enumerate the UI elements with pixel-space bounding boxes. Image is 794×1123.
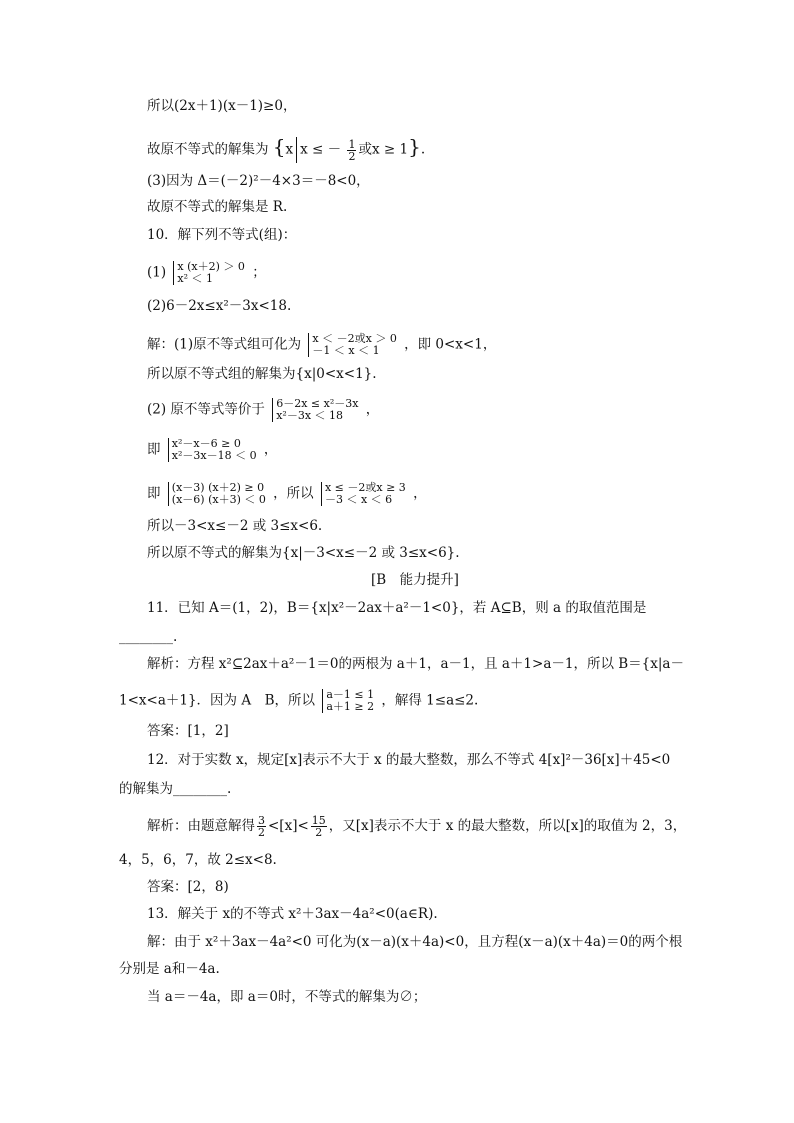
inequality-system: [173, 261, 244, 285]
text-span: (1): [147, 264, 167, 281]
text-span: ，: [413, 485, 427, 502]
inequality-system: [272, 398, 358, 422]
system-row: －3 ＜ x ＜ 6: [324, 493, 393, 506]
text-line: 4，5，6，7，故 2≤x<8.: [119, 852, 277, 868]
text-line: [147, 261, 266, 285]
fraction: [347, 139, 356, 162]
text-span: ，解得 1≤a≤2.: [381, 692, 479, 709]
text-span: (2) 原不等式等价于: [147, 401, 265, 418]
system-row: x²－3x－18 ＜ 0: [171, 449, 257, 462]
text-line: 所以－3<x≤－2 或 3≤x<6.: [147, 518, 323, 534]
text-span: 解析：由题意解得: [147, 818, 255, 834]
fraction-denominator: 2: [315, 826, 323, 839]
system-row: x (x＋2) ＞ 0: [177, 260, 245, 273]
text-span: 故原不等式的解集为: [147, 141, 269, 158]
text-line: 所以原不等式组的解集为{x|0<x<1}.: [147, 366, 377, 382]
inequality-system: [168, 482, 266, 506]
set-variable: x: [285, 141, 294, 158]
text-line: 12．对于实数 x，规定[x]表示不大于 x 的最大整数，那么不等式 4[x]²－36[x]＋45<0: [147, 752, 671, 768]
text-line: 所以(2x＋1)(x－1)≥0，: [147, 98, 297, 114]
fraction: [257, 815, 266, 838]
system-row: x² ＜ 1: [177, 272, 214, 285]
fraction: [311, 815, 327, 838]
set-brace-open: {: [272, 134, 286, 159]
text-span: <[x]<: [268, 818, 309, 834]
fraction-numerator: 15: [311, 814, 326, 827]
fraction-numerator: 1: [348, 137, 356, 151]
text-line: 解：由于 x²＋3ax－4a²<0 可化为(x－a)(x＋4a)<0，且方程(x－a)(x＋4a)＝0的两个根: [147, 934, 683, 950]
answer-blank: ________.: [119, 629, 178, 645]
inequality-system: [321, 482, 406, 506]
section-heading: [B 能力提升]: [371, 572, 459, 588]
text-span: .: [420, 141, 426, 158]
text-line: 解析：方程 x²⊆2ax＋a²－1＝0的两根为 a＋1，a－1，且 a＋1>a－1，所以 B＝{x|a－: [147, 656, 684, 672]
system-row: 6－2x ≤ x²－3x: [276, 397, 359, 410]
text-span: 或x ≥ 1: [358, 141, 409, 158]
text-span: 即: [147, 441, 161, 458]
system-row: －1 ＜ x ＜ 1: [312, 344, 380, 357]
text-line: [147, 398, 379, 422]
inequality-system: [308, 333, 396, 357]
text-span: ，: [365, 401, 380, 418]
text-line: [147, 438, 277, 462]
fraction-denominator: 2: [348, 149, 356, 163]
text-span: ，: [263, 441, 278, 458]
text-span: ，又[x]表示不大于 x 的最大整数，所以[x]的取值为 2，3，: [328, 818, 687, 834]
text-line: [147, 134, 426, 163]
text-span: 即: [147, 485, 161, 502]
text-line: 10．解下列不等式(组)：: [147, 227, 297, 243]
text-line: 的解集为________.: [119, 781, 232, 797]
text-line: [147, 482, 427, 506]
fraction-numerator: 3: [258, 814, 265, 827]
system-row: a－1 ≤ 1: [326, 688, 375, 701]
set-brace-close: }: [408, 134, 421, 159]
text-span: ，即 0<x<1，: [404, 336, 497, 353]
fraction-denominator: 2: [258, 826, 265, 839]
text-line: 11．已知 A＝(1，2)，B＝{x|x²－2ax＋a²－1<0}，若 A⊆B，则 a 的取值范围是: [147, 600, 647, 616]
answer-line: 答案：[2，8): [147, 879, 229, 895]
system-row: x ≤ －2或x ≥ 3: [324, 481, 406, 494]
text-line: 当 a＝－4a，即 a＝0时，不等式的解集为∅；: [147, 989, 427, 1005]
inequality-system: [168, 438, 257, 462]
system-row: x²－x－6 ≥ 0: [171, 437, 241, 450]
text-line: 分别是 a和－4a.: [119, 961, 220, 977]
text-line: [119, 689, 478, 713]
text-line: [147, 815, 686, 838]
system-row: x ＜ －2或x ＞ 0: [312, 332, 397, 345]
text-line: 所以原不等式的解集为{x|－3<x≤－2 或 3≤x<6}.: [147, 545, 460, 561]
system-row: (x－6) (x＋3) ＜ 0: [171, 493, 266, 506]
inequality-system: [322, 689, 374, 713]
text-line: (3)因为 Δ＝(－2)²－4×3＝－8<0，: [147, 173, 370, 189]
text-span: 解：(1)原不等式组可化为: [147, 336, 302, 353]
text-span: ，所以: [273, 485, 314, 502]
system-row: (x－3) (x＋2) ≥ 0: [171, 481, 265, 494]
set-bar: [296, 137, 297, 163]
system-row: x²－3x ＜ 18: [276, 409, 344, 422]
text-span: 1<x<a＋1}．因为 A B，所以: [119, 692, 316, 709]
text-line: [147, 333, 496, 357]
text-span: x ≤ －: [300, 141, 342, 158]
text-line: (2)6－2x≤x²－3x<18.: [147, 298, 292, 314]
text-span: ；: [252, 264, 266, 281]
system-row: a＋1 ≥ 2: [326, 700, 375, 713]
text-line: 故原不等式的解集是 R.: [147, 199, 288, 215]
answer-line: 答案：[1，2]: [147, 723, 229, 739]
text-line: 13．解关于 x的不等式 x²＋3ax－4a²<0(a∈R).: [147, 906, 438, 922]
